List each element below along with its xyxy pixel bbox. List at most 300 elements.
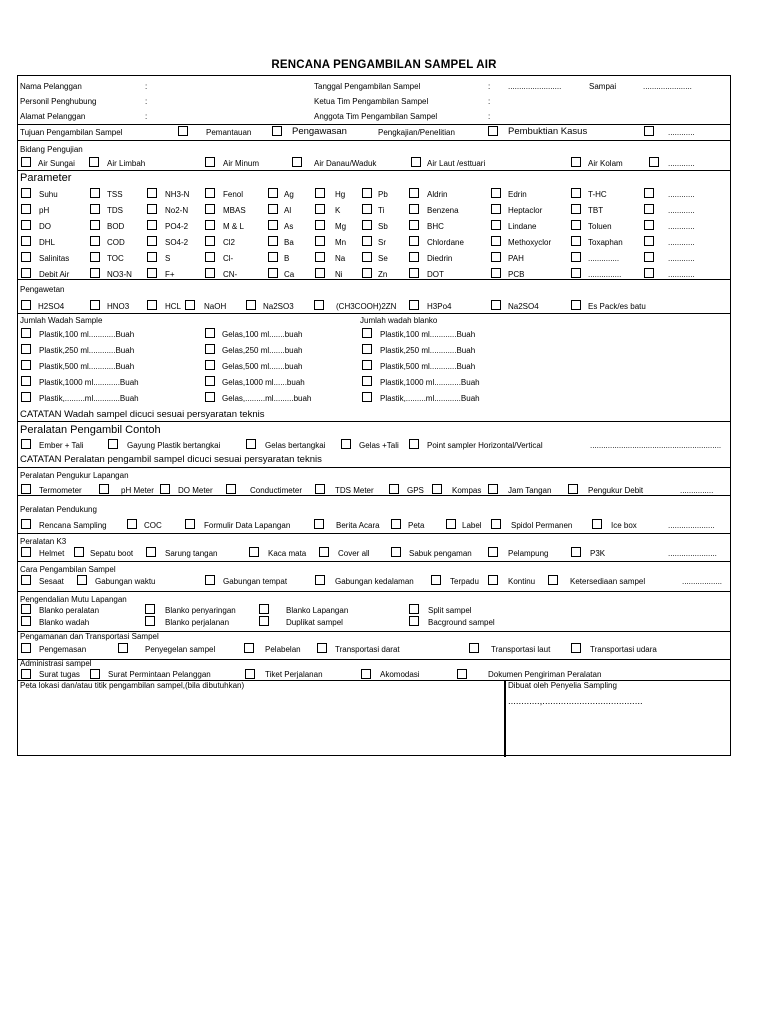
peralatan-section: [18, 422, 730, 468]
checkbox[interactable]: [491, 220, 501, 230]
checkbox[interactable]: [362, 392, 372, 402]
wadah-catatan: CATATAN Wadah sampel dicuci sesuai persyaratan teknis: [20, 409, 265, 420]
checkbox[interactable]: [21, 376, 31, 386]
checkbox[interactable]: [268, 188, 278, 198]
mutu-item: Blanko peralatan: [39, 606, 100, 615]
parameter-blank: ............: [668, 238, 695, 247]
peralatan-item: Gelas +Tali: [359, 441, 399, 450]
parameter-blank: ............: [668, 254, 695, 263]
checkbox[interactable]: [315, 236, 325, 246]
parameter-toc: TOC: [107, 254, 124, 263]
parameter-debit-air: Debit Air: [39, 270, 70, 279]
pengukur-item: pH Meter: [121, 486, 154, 495]
parameter-fenol: Fenol: [223, 190, 244, 199]
cara-item: Sesaat: [39, 577, 64, 586]
checkbox[interactable]: [205, 220, 215, 230]
checkbox[interactable]: [649, 157, 659, 167]
checkbox[interactable]: [315, 252, 325, 262]
checkbox[interactable]: [118, 643, 128, 653]
mutu-item: Split sampel: [428, 606, 472, 615]
checkbox[interactable]: [246, 300, 256, 310]
checkbox[interactable]: [432, 484, 442, 494]
parameter-blank: ...............: [588, 270, 622, 279]
parameter-methoxyclor: Methoxyclor: [508, 238, 552, 247]
checkbox[interactable]: [411, 157, 421, 167]
checkbox[interactable]: [409, 268, 419, 278]
checkbox[interactable]: [317, 643, 327, 653]
parameter-section: [18, 171, 730, 280]
wadah-blanko-label: Jumlah wadah blanko: [360, 316, 438, 325]
pendukung-item: Berita Acara: [336, 521, 380, 530]
checkbox[interactable]: [315, 484, 325, 494]
checkbox[interactable]: [89, 157, 99, 167]
checkbox[interactable]: [21, 604, 31, 614]
checkbox[interactable]: [644, 252, 654, 262]
pengawetan-item: HCL: [165, 302, 182, 311]
checkbox[interactable]: [21, 328, 31, 338]
mutu-item: Blanko Lapangan: [286, 606, 349, 615]
checkbox[interactable]: [409, 204, 419, 214]
parameter-cod: COD: [107, 238, 125, 247]
pengawetan-item: H2SO4: [38, 302, 65, 311]
checkbox[interactable]: [205, 188, 215, 198]
cara-item: Gabungan kedalaman: [335, 577, 414, 586]
pendukung-item: Peta: [408, 521, 425, 530]
bidang-item: Air Sungai: [38, 159, 75, 168]
checkbox[interactable]: [268, 236, 278, 246]
transport-item: Pelabelan: [265, 645, 301, 654]
checkbox[interactable]: [491, 188, 501, 198]
parameter-aldrin: Aldrin: [427, 190, 448, 199]
parameter-ag: Ag: [284, 190, 294, 199]
admin-item: Surat Permintaan Pelanggan: [108, 670, 211, 679]
pengawetan-item: Na2SO3: [263, 302, 294, 311]
bidang-item: Air Limbah: [107, 159, 146, 168]
ketua-label: Ketua Tim Pengambilan Sampel: [314, 97, 429, 106]
wadah-gelas: Gelas,100 ml.......buah: [222, 330, 303, 339]
checkbox[interactable]: [21, 616, 31, 626]
checkbox[interactable]: [409, 220, 419, 230]
checkbox[interactable]: [21, 392, 31, 402]
checkbox[interactable]: [21, 300, 31, 310]
cara-item: ..................: [682, 577, 723, 586]
parameter-cl2: Cl2: [223, 238, 236, 247]
checkbox[interactable]: [21, 669, 31, 679]
transport-label: Pengamanan dan Transportasi Sampel: [20, 632, 159, 641]
parameter-mbas: MBAS: [223, 206, 246, 215]
tujuan-item: Pembuktian Kasus: [508, 126, 588, 137]
checkbox[interactable]: [548, 575, 558, 585]
mutu-item: Duplikat sampel: [286, 618, 343, 627]
checkbox[interactable]: [205, 392, 215, 402]
checkbox[interactable]: [21, 188, 31, 198]
checkbox[interactable]: [147, 236, 157, 246]
checkbox[interactable]: [226, 484, 236, 494]
checkbox[interactable]: [446, 519, 456, 529]
checkbox[interactable]: [362, 328, 372, 338]
checkbox[interactable]: [205, 204, 215, 214]
parameter-hg: Hg: [335, 190, 346, 199]
checkbox[interactable]: [205, 376, 215, 386]
wadah-gelas: Gelas,1000 ml......buah: [222, 378, 305, 387]
checkbox[interactable]: [268, 220, 278, 230]
checkbox[interactable]: [90, 268, 100, 278]
checkbox[interactable]: [108, 439, 118, 449]
parameter-se: Se: [378, 254, 388, 263]
checkbox[interactable]: [21, 547, 31, 557]
peralatan-item: Point sampler Horizontal/Vertical: [427, 441, 543, 450]
mutu-item: Blanko perjalanan: [165, 618, 230, 627]
checkbox[interactable]: [361, 669, 371, 679]
checkbox[interactable]: [147, 204, 157, 214]
pengawetan-item: Es Pack/es batu: [588, 302, 646, 311]
pendukung-item: Label: [462, 521, 482, 530]
pengukur-label: Peralatan Pengukur Lapangan: [20, 471, 129, 480]
checkbox[interactable]: [21, 236, 31, 246]
checkbox[interactable]: [127, 519, 137, 529]
checkbox[interactable]: [362, 376, 372, 386]
pendukung-item: Formulir Data Lapangan: [204, 521, 291, 530]
checkbox[interactable]: [246, 439, 256, 449]
checkbox[interactable]: [488, 126, 498, 136]
checkbox[interactable]: [21, 268, 31, 278]
wadah-section: [18, 314, 730, 422]
checkbox[interactable]: [77, 575, 87, 585]
checkbox[interactable]: [409, 236, 419, 246]
pendukung-section: [18, 496, 730, 534]
mutu-item: Blanko penyaringan: [165, 606, 236, 615]
anggota-label: Anggota Tim Pengambilan Sampel: [314, 112, 438, 121]
pengawetan-item: H3Po4: [427, 302, 452, 311]
k3-item: ......................: [668, 549, 717, 558]
admin-item: Dokumen Pengiriman Peralatan: [488, 670, 602, 679]
checkbox[interactable]: [389, 484, 399, 494]
sampai-value: ......................: [643, 82, 692, 91]
checkbox[interactable]: [315, 220, 325, 230]
wadah-gelas: Gelas,.........ml.........buah: [222, 394, 312, 403]
colon: :: [145, 97, 148, 106]
checkbox[interactable]: [21, 439, 31, 449]
pengawetan-item: NaOH: [204, 302, 227, 311]
checkbox[interactable]: [315, 204, 325, 214]
admin-label: Administrasi sampel: [20, 659, 92, 668]
checkbox[interactable]: [491, 236, 501, 246]
parameter-ca: Ca: [284, 270, 295, 279]
checkbox[interactable]: [145, 604, 155, 614]
checkbox[interactable]: [571, 236, 581, 246]
checkbox[interactable]: [205, 328, 215, 338]
parameter-diedrin: Diedrin: [427, 254, 453, 263]
parameter-zn: Zn: [378, 270, 388, 279]
mutu-item: Blanko wadah: [39, 618, 90, 627]
k3-item: Sarung tangan: [165, 549, 218, 558]
checkbox[interactable]: [409, 616, 419, 626]
checkbox[interactable]: [409, 188, 419, 198]
parameter-so4-2: SO4-2: [165, 238, 189, 247]
checkbox[interactable]: [205, 157, 215, 167]
checkbox[interactable]: [146, 547, 156, 557]
checkbox[interactable]: [315, 268, 325, 278]
checkbox[interactable]: [90, 669, 100, 679]
parameter-pcb: PCB: [508, 270, 525, 279]
checkbox[interactable]: [491, 268, 501, 278]
checkbox[interactable]: [21, 484, 31, 494]
peta-label: Peta lokasi dan/atau titik pengambilan sampel,(bila dibutuhkan): [20, 681, 245, 690]
parameter-sr: Sr: [378, 238, 386, 247]
parameter-cl: Cl-: [223, 254, 234, 263]
cara-item: Gabungan tempat: [223, 577, 288, 586]
checkbox[interactable]: [147, 268, 157, 278]
checkbox[interactable]: [185, 519, 195, 529]
parameter-chlordane: Chlordane: [427, 238, 464, 247]
checkbox[interactable]: [145, 616, 155, 626]
parameter-t-hc: T-HC: [588, 190, 607, 199]
checkbox[interactable]: [268, 268, 278, 278]
parameter-do: DO: [39, 222, 51, 231]
parameter-lindane: Lindane: [508, 222, 537, 231]
checkbox[interactable]: [205, 575, 215, 585]
checkbox[interactable]: [362, 236, 372, 246]
checkbox[interactable]: [568, 484, 578, 494]
checkbox[interactable]: [147, 220, 157, 230]
checkbox[interactable]: [249, 547, 259, 557]
checkbox[interactable]: [99, 484, 109, 494]
checkbox[interactable]: [571, 157, 581, 167]
checkbox[interactable]: [362, 252, 372, 262]
pendukung-item: Ice box: [611, 521, 637, 530]
checkbox[interactable]: [391, 519, 401, 529]
parameter-as: As: [284, 222, 294, 231]
parameter-nh3-n: NH3-N: [165, 190, 190, 199]
checkbox[interactable]: [21, 220, 31, 230]
checkbox[interactable]: [205, 252, 215, 262]
checkbox[interactable]: [178, 126, 188, 136]
checkbox[interactable]: [90, 188, 100, 198]
checkbox[interactable]: [314, 519, 324, 529]
checkbox[interactable]: [469, 643, 479, 653]
bidang-section: [18, 141, 730, 171]
parameter-edrin: Edrin: [508, 190, 527, 199]
parameter-b: B: [284, 254, 290, 263]
colon: :: [488, 82, 491, 91]
parameter-ph: pH: [39, 206, 50, 215]
checkbox[interactable]: [21, 643, 31, 653]
checkbox[interactable]: [292, 157, 302, 167]
parameter-pah: PAH: [508, 254, 524, 263]
checkbox[interactable]: [259, 616, 269, 626]
checkbox[interactable]: [488, 575, 498, 585]
checkbox[interactable]: [245, 669, 255, 679]
checkbox[interactable]: [90, 220, 100, 230]
pengukur-item: GPS: [407, 486, 424, 495]
peralatan-item: ...........................................................: [590, 441, 722, 450]
checkbox[interactable]: [205, 268, 215, 278]
parameter-ni: Ni: [335, 270, 343, 279]
checkbox[interactable]: [409, 300, 419, 310]
parameter-suhu: Suhu: [39, 190, 58, 199]
checkbox[interactable]: [205, 360, 215, 370]
parameter-po4-2: PO4-2: [165, 222, 189, 231]
checkbox[interactable]: [90, 300, 100, 310]
checkbox[interactable]: [315, 188, 325, 198]
checkbox[interactable]: [488, 547, 498, 557]
parameter-sb: Sb: [378, 222, 388, 231]
checkbox[interactable]: [644, 188, 654, 198]
wadah-gelas: Gelas,250 ml.......buah: [222, 346, 303, 355]
checkbox[interactable]: [571, 220, 581, 230]
colon: :: [145, 112, 148, 121]
checkbox[interactable]: [391, 547, 401, 557]
sampai-label: Sampai: [589, 82, 617, 91]
checkbox[interactable]: [319, 547, 329, 557]
k3-item: Kaca mata: [268, 549, 307, 558]
parameter-no2-n: No2-N: [165, 206, 189, 215]
parameter-toxaphan: Toxaphan: [588, 238, 623, 247]
checkbox[interactable]: [21, 157, 31, 167]
wadah-plastik: Plastik,500 ml............Buah: [39, 362, 135, 371]
wadah-blanko: Plastik,100 ml............Buah: [380, 330, 476, 339]
checkbox[interactable]: [592, 519, 602, 529]
wadah-plastik: Plastik,.........ml............Buah: [39, 394, 139, 403]
tujuan-item: Pemantauan: [206, 128, 252, 137]
peralatan-item: Ember + Tali: [39, 441, 84, 450]
checkbox[interactable]: [491, 252, 501, 262]
parameter-k: K: [335, 206, 341, 215]
checkbox[interactable]: [21, 519, 31, 529]
checkbox[interactable]: [571, 268, 581, 278]
k3-item: P3K: [590, 549, 606, 558]
form-container: [17, 75, 731, 756]
k3-item: Sepatu boot: [90, 549, 134, 558]
checkbox[interactable]: [90, 204, 100, 214]
checkbox[interactable]: [147, 188, 157, 198]
checkbox[interactable]: [491, 204, 501, 214]
checkbox[interactable]: [314, 300, 324, 310]
checkbox[interactable]: [491, 519, 501, 529]
tujuan-item: ............: [668, 128, 695, 137]
bidang-item: ............: [668, 159, 695, 168]
peralatan-item: Gayung Plastik bertangkai: [127, 441, 221, 450]
peralatan-catatan: CATATAN Peralatan pengambil sampel dicuci sesuai persyaratan teknis: [20, 454, 322, 465]
mutu-section: [18, 592, 730, 632]
pengawetan-item: Na2SO4: [508, 302, 539, 311]
checkbox[interactable]: [315, 575, 325, 585]
transport-item: Pengemasan: [39, 645, 87, 654]
tujuan-label: Tujuan Pengambilan Sampel: [20, 128, 123, 137]
checkbox[interactable]: [147, 300, 157, 310]
tujuan-item: Pengkajian/Penelitian: [378, 128, 455, 137]
checkbox[interactable]: [268, 204, 278, 214]
parameter-cn: CN-: [223, 270, 238, 279]
checkbox[interactable]: [21, 344, 31, 354]
tanggal-label: Tanggal Pengambilan Sampel: [314, 82, 421, 91]
checkbox[interactable]: [571, 252, 581, 262]
parameter-ti: Ti: [378, 206, 385, 215]
checkbox[interactable]: [644, 220, 654, 230]
parameter-tss: TSS: [107, 190, 123, 199]
checkbox[interactable]: [147, 252, 157, 262]
checkbox[interactable]: [160, 484, 170, 494]
checkbox[interactable]: [205, 344, 215, 354]
bidang-item: Air Danau/Waduk: [314, 159, 377, 168]
pengukur-item: Jam Tangan: [508, 486, 552, 495]
parameter-blank: ............: [668, 190, 695, 199]
checkbox[interactable]: [362, 188, 372, 198]
checkbox[interactable]: [341, 439, 351, 449]
checkbox[interactable]: [488, 484, 498, 494]
checkbox[interactable]: [272, 126, 282, 136]
checkbox[interactable]: [244, 643, 254, 653]
parameter-m-l: M & L: [223, 222, 244, 231]
pengukur-item: Conductimeter: [250, 486, 303, 495]
checkbox[interactable]: [431, 575, 441, 585]
checkbox[interactable]: [259, 604, 269, 614]
parameter-pb: Pb: [378, 190, 388, 199]
checkbox[interactable]: [571, 188, 581, 198]
checkbox[interactable]: [362, 220, 372, 230]
checkbox[interactable]: [409, 604, 419, 614]
transport-item: Transportasi darat: [335, 645, 400, 654]
checkbox[interactable]: [362, 344, 372, 354]
colon: :: [145, 82, 148, 91]
checkbox[interactable]: [571, 204, 581, 214]
checkbox[interactable]: [90, 252, 100, 262]
checkbox[interactable]: [409, 439, 419, 449]
checkbox[interactable]: [409, 252, 419, 262]
cara-item: Ketersediaan sampel: [570, 577, 646, 586]
tujuan-item: Pengawasan: [292, 126, 347, 137]
checkbox[interactable]: [21, 204, 31, 214]
pendukung-item: Rencana Sampling: [39, 521, 107, 530]
checkbox[interactable]: [21, 252, 31, 262]
checkbox[interactable]: [205, 236, 215, 246]
parameter-bod: BOD: [107, 222, 125, 231]
parameter-f: F+: [165, 270, 175, 279]
checkbox[interactable]: [644, 268, 654, 278]
admin-section: [18, 660, 730, 681]
checkbox[interactable]: [21, 575, 31, 585]
peralatan-item: Gelas bertangkai: [265, 441, 326, 450]
checkbox[interactable]: [571, 547, 581, 557]
checkbox[interactable]: [362, 360, 372, 370]
pengawetan-item: HNO3: [107, 302, 130, 311]
tujuan-section: [18, 125, 730, 141]
dibuat-label: Dibuat oleh Penyelia Sampling: [508, 681, 617, 690]
transport-item: Penyegelan sampel: [145, 645, 216, 654]
checkbox[interactable]: [74, 547, 84, 557]
checkbox[interactable]: [362, 204, 372, 214]
parameter-na: Na: [335, 254, 346, 263]
k3-label: Peralatan K3: [20, 537, 67, 546]
checkbox[interactable]: [644, 236, 654, 246]
checkbox[interactable]: [644, 204, 654, 214]
transport-section: [18, 632, 730, 660]
checkbox[interactable]: [571, 300, 581, 310]
checkbox[interactable]: [571, 643, 581, 653]
checkbox[interactable]: [268, 252, 278, 262]
checkbox[interactable]: [644, 126, 654, 136]
parameter-blank: ............: [668, 270, 695, 279]
pengukur-item: TDS Meter: [335, 486, 374, 495]
checkbox[interactable]: [21, 360, 31, 370]
checkbox[interactable]: [185, 300, 195, 310]
parameter-dot: DOT: [427, 270, 444, 279]
checkbox[interactable]: [457, 669, 467, 679]
checkbox[interactable]: [491, 300, 501, 310]
checkbox[interactable]: [362, 268, 372, 278]
checkbox[interactable]: [90, 236, 100, 246]
peralatan-label: Peralatan Pengambil Contoh: [20, 424, 161, 436]
